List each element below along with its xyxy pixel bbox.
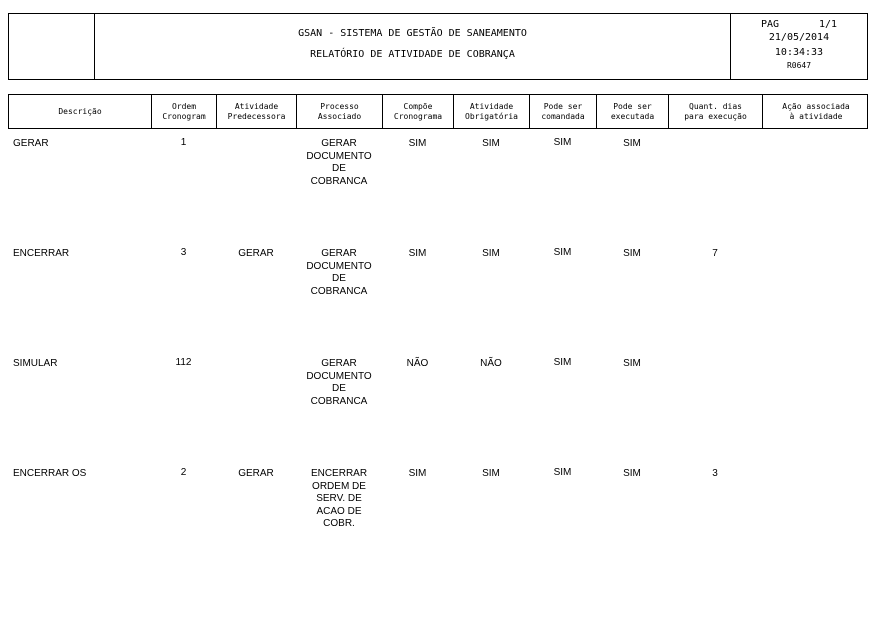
- column-header-line: para execução: [684, 111, 747, 121]
- report-time: 10:34:33: [774, 47, 824, 58]
- column-header: [152, 95, 217, 128]
- row-obrigatoria: NÃO: [480, 358, 502, 369]
- process-line: GERAR: [321, 138, 357, 149]
- report-code: R0647: [786, 61, 812, 70]
- row-executada: SIM: [623, 358, 641, 369]
- process-line: ACAO DE: [316, 505, 362, 517]
- column-header-line: Ordem: [171, 101, 197, 111]
- report-header: [8, 13, 868, 80]
- column-header-line: Compõe: [403, 101, 433, 111]
- process-line: COBR.: [323, 518, 355, 529]
- row-compoe: SIM: [408, 138, 427, 149]
- column-header-line: comandada: [541, 111, 585, 121]
- row-ordem: 2: [180, 467, 187, 478]
- process-line: COBRANCA: [310, 175, 368, 187]
- column-header-line: Cronogram: [162, 111, 206, 121]
- process-line: DOCUMENTO: [306, 260, 372, 272]
- row-ordem: 3: [180, 247, 187, 258]
- row-executada: SIM: [623, 138, 641, 149]
- table-header: [8, 94, 868, 129]
- row-descricao: GERAR: [13, 138, 49, 149]
- process-line: ORDEM DE: [312, 480, 366, 492]
- process-line: SERV. DE: [316, 493, 362, 504]
- row-executada: SIM: [623, 468, 641, 479]
- row-dias: 3: [712, 468, 718, 479]
- row-compoe: NÃO: [406, 358, 429, 369]
- process-line: GERAR: [321, 358, 357, 369]
- column-header-line: Pode ser: [613, 101, 652, 111]
- column-header: [297, 95, 383, 128]
- column-header-line: executada: [610, 111, 655, 121]
- process-line: COBRANCA: [310, 395, 368, 407]
- process-line: GERAR: [321, 248, 357, 259]
- process-line: DOCUMENTO: [306, 370, 372, 382]
- process-line: COBRANCA: [310, 285, 368, 297]
- column-header: [597, 95, 669, 128]
- column-header: [763, 95, 869, 128]
- system-title: GSAN - SISTEMA DE GESTÃO DE SANEAMENTO: [298, 28, 527, 39]
- row-comandada: SIM: [553, 247, 572, 258]
- row-obrigatoria: SIM: [482, 468, 500, 479]
- row-comandada: SIM: [553, 137, 572, 148]
- process-line: DE: [332, 383, 346, 394]
- column-header: [9, 95, 152, 128]
- page-label: PAG: [761, 19, 780, 30]
- column-header-line: Ação associada: [782, 101, 850, 111]
- row-processo: [296, 248, 382, 298]
- column-header: [669, 95, 763, 128]
- row-predecessora: GERAR: [238, 248, 274, 259]
- column-header-line: Descrição: [58, 106, 102, 116]
- row-comandada: SIM: [553, 467, 572, 478]
- report-titles: [95, 14, 731, 79]
- column-header: [530, 95, 597, 128]
- column-header-line: Associado: [317, 111, 362, 121]
- row-predecessora: GERAR: [238, 468, 274, 479]
- row-obrigatoria: SIM: [482, 138, 500, 149]
- row-comandada: SIM: [553, 357, 572, 368]
- column-header-line: à atividade: [789, 111, 843, 121]
- column-header-line: Processo: [320, 101, 359, 111]
- report-date: 21/05/2014: [768, 32, 830, 43]
- row-ordem: 112: [175, 357, 192, 368]
- row-dias: 7: [712, 248, 718, 259]
- row-processo: [296, 138, 382, 188]
- column-header-line: Pode ser: [543, 101, 583, 111]
- process-line: DE: [332, 273, 346, 284]
- column-header-line: Atividade: [234, 101, 279, 111]
- column-header-line: Cronograma: [393, 111, 443, 121]
- row-descricao: ENCERRAR: [13, 248, 70, 259]
- process-line: DOCUMENTO: [306, 150, 372, 162]
- row-obrigatoria: SIM: [482, 248, 500, 259]
- report-title: RELATÓRIO DE ATIVIDADE DE COBRANÇA: [310, 49, 515, 60]
- row-processo: [296, 358, 382, 408]
- process-line: DE: [332, 163, 346, 174]
- column-header-line: Predecessora: [227, 111, 286, 121]
- process-line: ENCERRAR: [310, 468, 368, 479]
- column-header: [383, 95, 454, 128]
- logo-area: [9, 14, 95, 79]
- row-compoe: SIM: [408, 248, 427, 259]
- row-ordem: 1: [180, 137, 187, 148]
- row-processo: [296, 468, 382, 531]
- page-number: 1/1: [818, 19, 837, 30]
- row-descricao: ENCERRAR OS: [13, 468, 87, 479]
- column-header-line: Quant. dias: [689, 101, 742, 111]
- column-header: [454, 95, 530, 128]
- row-executada: SIM: [623, 248, 641, 259]
- column-header-line: Atividade: [469, 101, 514, 111]
- column-header-line: Obrigatória: [465, 111, 518, 121]
- row-descricao: SIMULAR: [13, 358, 58, 369]
- page-info: [731, 14, 867, 79]
- column-header: [217, 95, 297, 128]
- row-compoe: SIM: [408, 468, 427, 479]
